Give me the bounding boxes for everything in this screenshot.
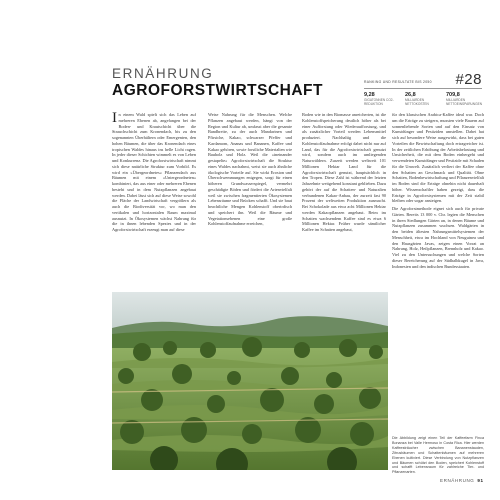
body-text: Boden wie in den Biomasse anreicherten, ist die Kohlenstoffspeicherung deutlich höher als bei einer Aufforstung oder Wiederaufforstung, und als zusätzlicher Vorteil werden Lebensmittel produziert. Nachhaltig und die Kohlenstoffaufnahme erfolgt dabei nicht nur auf Land, das für die Agroforstwirtschaft genutzt wird, sondern auch im umliegenden Naturwäldern. Zurzeit werden weltweit 101 Millionen Hektar Land für die Agroforstwirtschaft genutzt, hauptsächlich in den Tropen. Diese Zahl ist während der letzten Jahrzehnte weitgehend konstant geblieben. Dazu gehört der auf die Schatten- und Naturalien verbundenen Kakao-Anbau, der zurzeit fast 90 Prozent der weltweiten Produktion ausmacht. Bei Schokolade aus etwa acht Millionen Hektar werden Kakaopflanzen angebaut. Beim im Schatten wachsendem Kaffee sind es etwa 6 Millionen Hektar. Früher wurde sämtlicher Kaffee im Schatten angebaut, (302, 112, 386, 232)
page-footer (440, 478, 484, 483)
page-headline: AGROFORSTWIRTSCHAFT (112, 82, 323, 99)
body-text: für den klassischen Arabica-Kaffee ideal war. Doch um die Erträge zu steigern, mussten viele Bauern auf sonnenliebende Sorten und auf den Einsatz von Kunstdünger und Pestiziden umstellen. Dabei hat sich auf besondere Weise ausgewirkt, dass bei guten Vorteilen die Bewirtschaftung doch ertragreicher ist. In der zeitlichen Erhöhung der Arbeitsbelastung und Unsicherheit, die mit dem Boden einhergeht und verwendeten Kunstdünger und Pestizide mit Schaden für die Umwelt. Zusätzlich verliert der Kaffee ohne den Schatten an Geschmack und Qualität. Ohne Schatten, Bodenbewirtschaftung und Pflanzenvielfalt im Boden sind die Erträge ohnehin nicht dauerhaft höher. Wissenschaftler haben gezeigt, dass die Erträge in Agroforstsystemen mit der Zeit stabil bleiben oder sogar ansteigen. (392, 112, 484, 204)
stat-value: 9,28 (364, 92, 375, 98)
stat-label: MILLIARDEN NETTOKOSTEN (405, 98, 429, 106)
stat-label: GIGATONNEN CO2-REDUKTION (364, 98, 394, 106)
body-column-4 (392, 112, 484, 430)
ranking-box (364, 71, 483, 106)
stat-savings (446, 92, 482, 106)
page-number: 91 (477, 478, 484, 483)
body-text: n einem Wald spielt sich das Leben auf mehreren Ebenen ab, angefangen bei der Boden- und Krautschicht über die Strauchschicht zum Kronendach, bis zu den sogenannten Überhältern oder Emergenten, den hohen Bäumen, die über das Kronendach eines tropischen Waldes hinaus ins helle Licht ragen. In jeder dieser Schichten wimmelt es von Leben und Konkurrenz. Die Agroforstwirtschaft nimmt sich diese natürliche Struktur zum Vorbild. Es wird ein »Übergeordnetes« Pflanzendach aus Bäumen mit einem »Untergeordneten« kombiniert, das aus einer oder mehreren Ebenen besteht und in dem Nutzpflanzen angebaut werden. Dabei lässt sich auf diese Weise sowohl die Fläche der Landwirtschaft vergrößern als auch die Biodiversität vor, wo man den vertikalen und horizontalen Raum maximal ausnutzt. In Ökosystemen wächst Nahrung für die in ihnen lebenden Spezies und in der Agroforstwirtschaft erzeugt man auf diese (112, 112, 196, 232)
ranking-stats (364, 88, 482, 106)
photo-caption: Die Abbildung zeigt einen Teil der Kaffeefarm Finca Bonanza bei Valle Hermoso in Costa Rica. Hier werden Kaffeesträucher zwischen Bananenstauden, Zitrusbäumen und Schattenbäumen auf mehreren Ebenen kultiviert. Diese Verbindung von Nutzpflanzen und Bäumen schützt den Boden, speichert Kohlenstoff und schafft Lebensraum für zahlreiche Tier- und Pflanzenarten. (392, 436, 484, 474)
farm-landscape-image (112, 292, 388, 470)
body-text: Die Agroforstmethode eignet sich auch für private Gärten. Bereits 13 000 v. Chr. legten die Menschen in ihren Siedlungen Gärten an, in denen Bäume und Nutzpflanzen zusammen wuchsen. Waldgärten in den beiden ältesten Nahrungsmittelsystemen der Menschheit, etwa im Hochland von Neuguinea und den Hausgärten Javas, zeigen einen Vorrat an Nahrung, Holz, Heilpflanzen, Brennholz und Kakao. Viel zu den Untersuchungen und welche Sorten dieser Bereicherung auf der Südhalbkugel in Java, Indonesien und den indischen Bundesstaaten. (392, 206, 484, 269)
stat-value: 26,8 (405, 92, 416, 98)
stat-label: MILLIARDEN NETTOEINSPARUNGEN (446, 98, 483, 106)
stat-value: 709,8 (446, 92, 460, 98)
ranking-number: #28 (455, 71, 482, 88)
body-column-1 (112, 112, 196, 290)
footer-section: ERNÄHRUNG (440, 478, 475, 483)
stat-co2 (364, 92, 400, 106)
body-column-2 (208, 112, 292, 290)
body-text: Weise Nahrung für die Menschen. Welche Pflanzen angebaut werden, hängt von der Region und Kultur ab, umfasst aber die gesamte Bandbreite, zu der auch Mandarinen und Pfirsiche, Kakao, schwarzer Pfeffer und Kardamom, Ananas und Bananen, Kaffee und Kakao gehören, sowie forstliche Materialien wie Bauholz und Holz. Weil die »ineinander gestapelte« Agroforstwirtschaft die Struktur eines Waldes nachahmt, weist sie auch ähnliche ökologische Vorteile auf. Sie wirkt Erosion und Überschwemmungen entgegen, sorgt für einen höheren Grundwasserspiegel, vermehrt geschädigte Böden und fördert die Artenvielfalt weil sie zwischen fragmentierten Ökosystemen Lebensräume und Brücken schafft. Und sie baut beachtliche Mengen Kohlenstoff oberirdisch und speichert ihn. Weil die Bäume und Vegetationsebenen eine große Kohlenstoffaufnahme erreichen, (208, 112, 292, 227)
ranking-label: RANKING UND RESULTATE BIS 2050 (364, 80, 432, 84)
agroforestry-photo (112, 292, 388, 470)
stat-costs (405, 92, 441, 106)
section-kicker: ERNÄHRUNG (112, 66, 214, 81)
body-column-3 (302, 112, 386, 290)
drop-cap: I (112, 112, 117, 126)
